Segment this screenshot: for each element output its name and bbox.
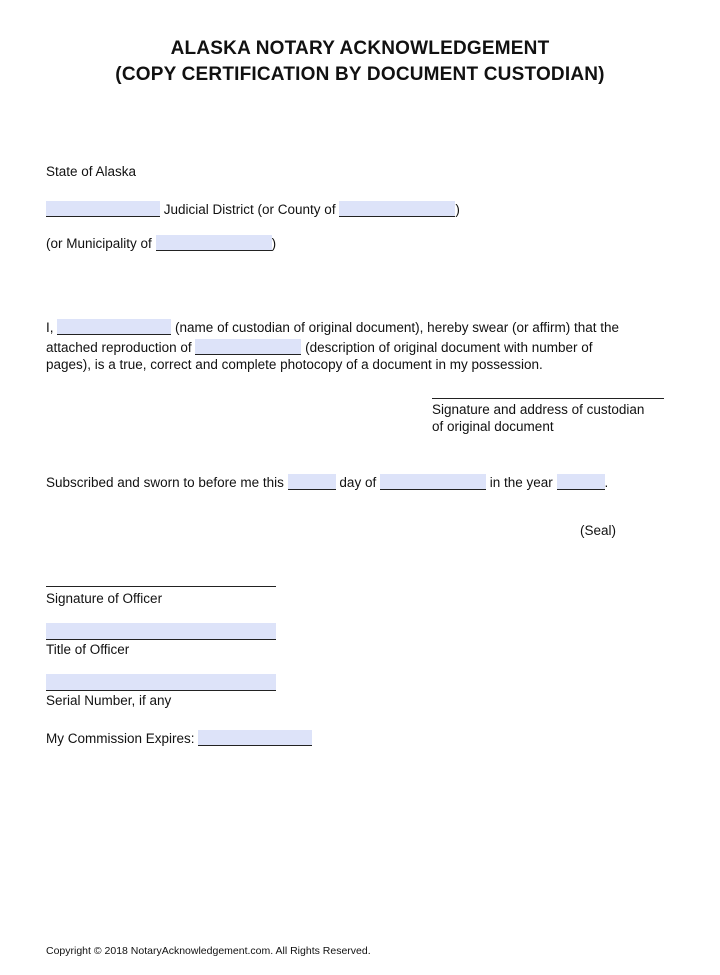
jurat-prefix: Subscribed and sworn to before me this (46, 475, 284, 490)
year-field[interactable] (557, 474, 605, 490)
custodian-statement (46, 316, 676, 373)
jurat-day-of: day of (339, 475, 377, 490)
commission-row (46, 727, 312, 746)
municipality-label: (or Municipality of (46, 236, 152, 251)
statement-part1: (name of custodian of original document), hereby swear (or affirm) that the (175, 320, 620, 335)
document-title-line2: (COPY CERTIFICATION BY DOCUMENT CUSTODIAN) (115, 64, 605, 85)
municipality-field[interactable] (156, 235, 272, 251)
serial-number-field[interactable] (46, 674, 276, 691)
statement-line-1 (46, 316, 676, 336)
custodian-signature-line[interactable] (432, 398, 664, 399)
document-title-line1: ALASKA NOTARY ACKNOWLEDGEMENT (170, 38, 550, 59)
month-field[interactable] (380, 474, 486, 490)
seal-label: (Seal) (580, 523, 617, 538)
day-field[interactable] (288, 474, 336, 490)
statement-prefix: I, (46, 320, 54, 335)
custodian-signature-label-2: of original document (432, 419, 554, 434)
officer-signature-label: Signature of Officer (46, 591, 163, 606)
jurat-row (46, 471, 608, 490)
venue-row (46, 198, 460, 217)
county-field[interactable] (339, 201, 455, 217)
municipality-close-paren: ) (271, 236, 277, 251)
officer-title-label: Title of Officer (46, 642, 130, 657)
custodian-signature-label-1: Signature and address of custodian (432, 402, 645, 417)
commission-expires-field[interactable] (198, 730, 312, 746)
judicial-district-field[interactable] (46, 201, 160, 217)
municipality-row (46, 232, 276, 251)
copyright-footer: Copyright © 2018 NotaryAcknowledgement.com. All Rights Reserved. (46, 945, 371, 957)
county-close-paren: ) (455, 202, 460, 217)
officer-title-field[interactable] (46, 623, 276, 640)
statement-line-3: pages), is a true, correct and complete photocopy of a document in my possession. (46, 357, 543, 372)
state-label: State of Alaska (46, 164, 137, 179)
judicial-district-label: Judicial District (or County of (163, 202, 336, 217)
statement-part2-suffix: (description of original document with number of (305, 340, 593, 355)
statement-part2-prefix: attached reproduction of (46, 340, 192, 355)
statement-line-2 (46, 336, 676, 356)
commission-expires-label: My Commission Expires: (46, 731, 195, 746)
serial-number-label: Serial Number, if any (46, 693, 172, 708)
jurat-end: . (604, 475, 609, 490)
jurat-in-the-year: in the year (489, 475, 553, 490)
custodian-name-field[interactable] (57, 319, 171, 335)
document-description-field[interactable] (195, 339, 301, 355)
officer-signature-line[interactable] (46, 586, 276, 587)
